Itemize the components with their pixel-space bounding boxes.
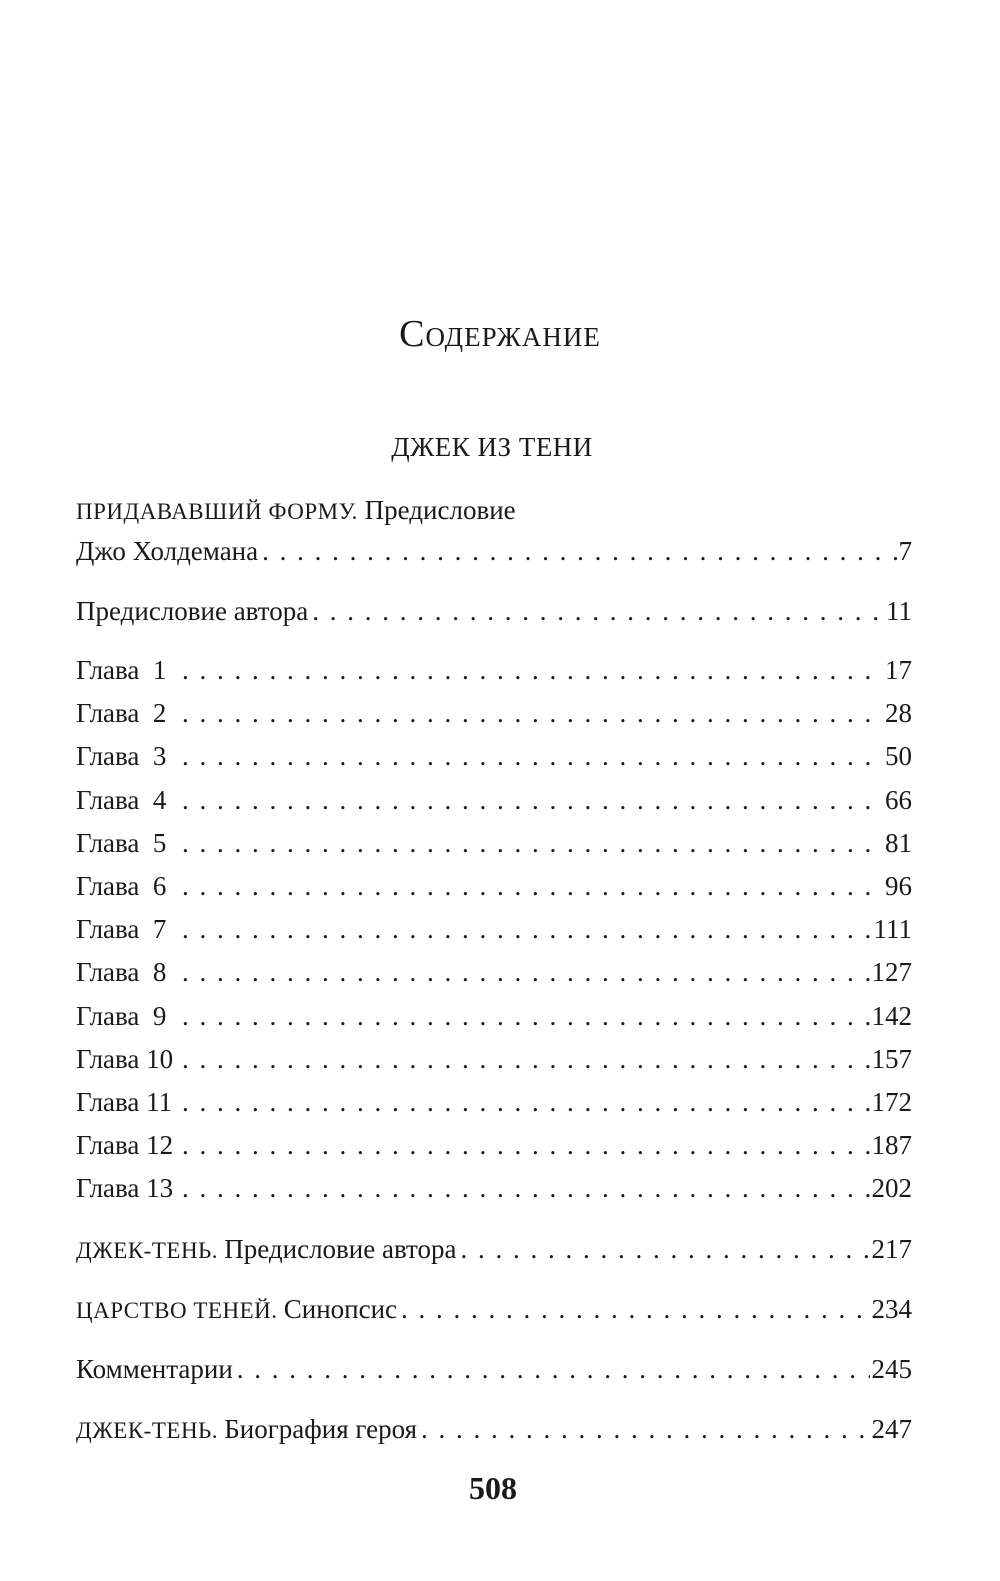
toc-entry-label [76,825,182,861]
toc-entry-appendix [76,1351,912,1387]
chapter-label [76,911,178,947]
toc-entry-label [76,695,182,731]
toc-entry-appendix [76,1291,912,1329]
entry-title-rest: Синопсис [283,1294,398,1324]
chapter-word: Глава [76,655,140,685]
toc-page-number: 234 [871,1294,912,1324]
toc-page-number: 202 [871,1173,912,1204]
toc-entry-label [76,954,182,990]
chapter-word: Глава [76,1043,140,1074]
toc-page-number: 50 [885,741,912,772]
page-title: Содержание [399,313,601,355]
toc-entry-label [76,911,182,947]
chapter-word: Глава [76,957,140,988]
dot-leader [182,868,883,904]
toc-entry-label [76,1170,182,1206]
chapter-label [76,868,178,904]
entry-title-rest: Предисловие автора [224,1234,457,1264]
toc-page-number: 96 [885,871,912,901]
toc-entry-chapter-13 [76,1170,912,1206]
toc-entry-chapter-10 [76,1041,912,1077]
toc-page-number: 172 [871,1087,912,1117]
dot-leader [182,1041,870,1077]
dot-leader [401,1291,869,1327]
toc-entry-label [76,1084,182,1120]
chapter-label [76,695,178,731]
toc-entry-chapter-6 [76,868,912,904]
toc-entry-label [76,1291,401,1329]
dot-leader [182,998,870,1034]
chapter-word: Глава [76,827,140,858]
toc-page-number: 142 [871,1000,912,1031]
toc-entry-chapter-12 [76,1127,912,1163]
chapter-word: Глава [76,741,140,772]
toc-page-number: 7 [898,536,912,566]
dot-leader [182,954,870,990]
toc-page-number: 187 [871,1130,912,1161]
chapter-label [76,738,178,774]
chapter-number: 6 [139,871,167,901]
dot-leader [182,652,883,688]
toc-page-number: 245 [871,1354,912,1384]
dot-leader [460,1231,869,1267]
toc-entry-chapter-9 [76,998,912,1034]
dot-leader [182,825,883,861]
dot-leader [182,1084,870,1120]
chapter-label [76,782,178,818]
chapter-number: 11 [139,1087,173,1117]
toc-entry-chapter-5 [76,825,912,861]
toc-entry-chapter-3 [76,738,912,774]
chapter-word: Глава [76,1087,140,1117]
toc-entry-label [76,1127,182,1163]
toc-page-number: 17 [885,655,912,685]
toc-entry-chapter-7 [76,911,912,947]
dot-leader [182,1170,870,1206]
toc-entry-chapter-11 [76,1084,912,1120]
chapter-number: 1 [139,655,167,685]
toc-page-number: 28 [885,698,912,729]
chapter-label [76,954,178,990]
dot-leader [312,593,884,629]
toc-page-number: 11 [886,596,912,626]
entry-title-caps: ДЖЕК-ТЕНЬ. [76,1238,225,1263]
toc-entry-label [76,998,182,1034]
dot-leader [182,782,883,818]
chapter-label [76,1041,178,1077]
toc-entry-appendix [76,1231,912,1269]
chapter-word: Глава [76,1130,140,1161]
toc-entry-label [76,1041,182,1077]
entry-title-rest: Биография героя [224,1414,417,1444]
toc-entry-chapter-2 [76,695,912,731]
toc-entry-appendix [76,1411,912,1449]
toc-entry-chapter-8 [76,954,912,990]
toc-page-number: 127 [871,957,912,988]
toc-page-number: 111 [873,914,912,945]
foreword-title-rest: Предисловие [364,495,516,525]
toc-page-number: 217 [871,1234,912,1264]
toc-page-number: 247 [871,1414,912,1444]
chapter-number: 7 [139,914,167,945]
chapter-word: Глава [76,784,140,815]
page-number-folio: 508 [469,1470,517,1506]
section-title: ДЖЕК ИЗ ТЕНИ [391,432,593,462]
chapter-number: 10 [139,1043,174,1074]
dot-leader [237,1351,870,1387]
chapter-label [76,652,178,688]
entry-title-caps: ЦАРСТВО ТЕНЕЙ. [76,1298,284,1323]
toc-entry-label [76,738,182,774]
toc-page-number: 81 [885,827,912,858]
toc-entry-label: Джо Холдемана [76,536,259,566]
dot-leader [182,1127,870,1163]
chapter-number: 12 [139,1130,174,1161]
chapter-label [76,825,178,861]
chapter-number: 2 [139,698,167,729]
dot-leader [262,533,896,569]
dot-leader [182,738,883,774]
chapter-label [76,1084,178,1120]
dot-leader [182,695,883,731]
chapter-word: Глава [76,1000,140,1031]
chapter-label [76,1127,178,1163]
toc-entry-label: Предисловие автора [76,596,309,626]
toc-entry-foreword-line1 [76,492,516,530]
chapter-word: Глава [76,1173,140,1204]
chapter-label [76,998,178,1034]
chapter-number: 9 [139,1000,167,1031]
chapter-number: 8 [139,957,167,988]
toc-entry-label [76,1231,460,1269]
toc-entry-chapter-4 [76,782,912,818]
chapter-word: Глава [76,914,140,945]
chapter-number: 5 [139,827,167,858]
entry-title-rest: Комментарии [76,1354,233,1384]
toc-entry-author-preface [76,593,912,629]
chapter-word: Глава [76,698,140,729]
foreword-title-caps: ПРИДАВАВШИЙ ФОРМУ. [76,499,358,524]
toc-page-number: 66 [885,784,912,815]
dot-leader [421,1411,870,1447]
dot-leader [182,911,872,947]
toc-entry-label [76,1351,237,1387]
chapter-number: 13 [139,1173,174,1204]
toc-entry-label [76,868,182,904]
toc-entry-chapter-1 [76,652,912,688]
chapter-word: Глава [76,871,140,901]
toc-entry-foreword [76,533,912,569]
toc-entry-label [76,782,182,818]
chapter-number: 4 [139,784,167,815]
toc-entry-label [76,1411,421,1449]
toc-entry-label [76,652,182,688]
chapter-label [76,1170,178,1206]
chapter-number: 3 [139,741,167,772]
entry-title-caps: ДЖЕК-ТЕНЬ. [76,1418,225,1443]
toc-page-number: 157 [871,1043,912,1074]
